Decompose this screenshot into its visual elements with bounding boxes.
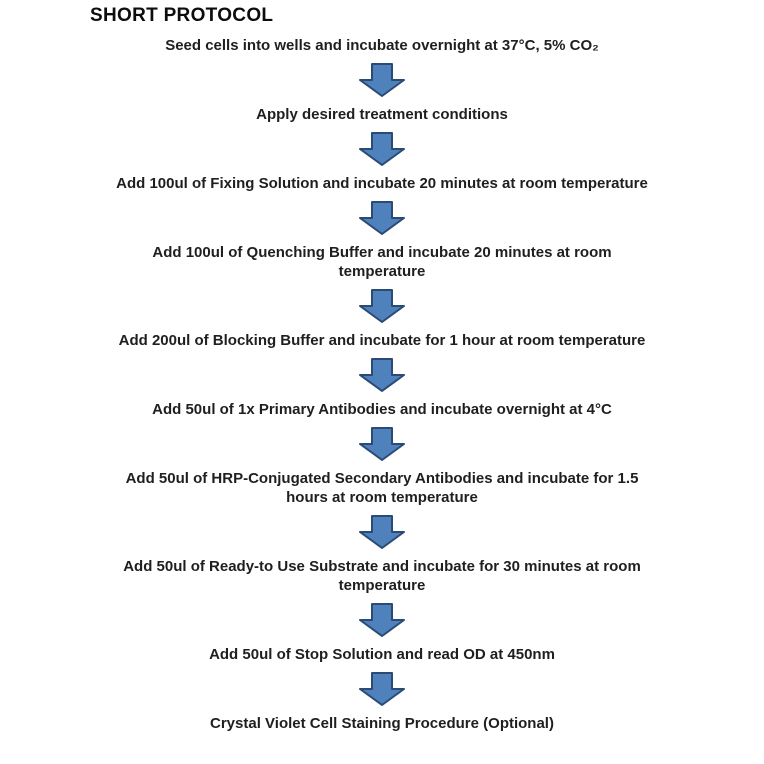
step-line: Add 50ul of 1x Primary Antibodies and incubate overnight at 4°C (152, 401, 612, 418)
step-line: Add 50ul of HRP-Conjugated Secondary Antibodies and incubate for 1.5 (125, 470, 639, 487)
down-arrow-icon (358, 603, 406, 637)
protocol-step (152, 243, 611, 281)
step-line: Add 200ul of Blocking Buffer and incubate for 1 hour at room temperature (118, 332, 646, 349)
down-arrow-icon (358, 672, 406, 706)
step-line: Crystal Violet Cell Staining Procedure (Optional) (210, 715, 554, 732)
down-arrow-icon (358, 358, 406, 392)
down-arrow-icon (358, 515, 406, 549)
down-arrow-icon (358, 289, 406, 323)
protocol-step (209, 645, 555, 664)
down-arrow-icon (358, 63, 406, 97)
step-line: Add 50ul of Ready-to Use Substrate and incubate for 30 minutes at room (123, 558, 641, 575)
step-line: Seed cells into wells and incubate overnight at 37°C, 5% CO₂ (165, 37, 599, 54)
down-arrow-icon (358, 201, 406, 235)
step-line: Add 100ul of Quenching Buffer and incubate 20 minutes at room (152, 244, 612, 261)
page-title: SHORT PROTOCOL (90, 5, 274, 26)
protocol-step (126, 469, 639, 507)
step-line: hours at room temperature (286, 489, 478, 506)
step-line: Add 50ul of Stop Solution and read OD at 450nm (209, 646, 555, 663)
step-line: temperature (338, 577, 426, 594)
step-line: Add 100ul of Fixing Solution and incubate 20 minutes at room temperature (116, 175, 648, 192)
protocol-step (165, 36, 599, 55)
protocol-flow (0, 36, 764, 733)
down-arrow-icon (358, 132, 406, 166)
protocol-step (116, 174, 648, 193)
down-arrow-icon (358, 427, 406, 461)
protocol-step (123, 557, 641, 595)
step-line: temperature (338, 263, 426, 280)
protocol-step (119, 331, 646, 350)
protocol-step (210, 714, 554, 733)
protocol-step (152, 400, 612, 419)
protocol-step (256, 105, 508, 124)
step-line: Apply desired treatment conditions (256, 106, 508, 123)
